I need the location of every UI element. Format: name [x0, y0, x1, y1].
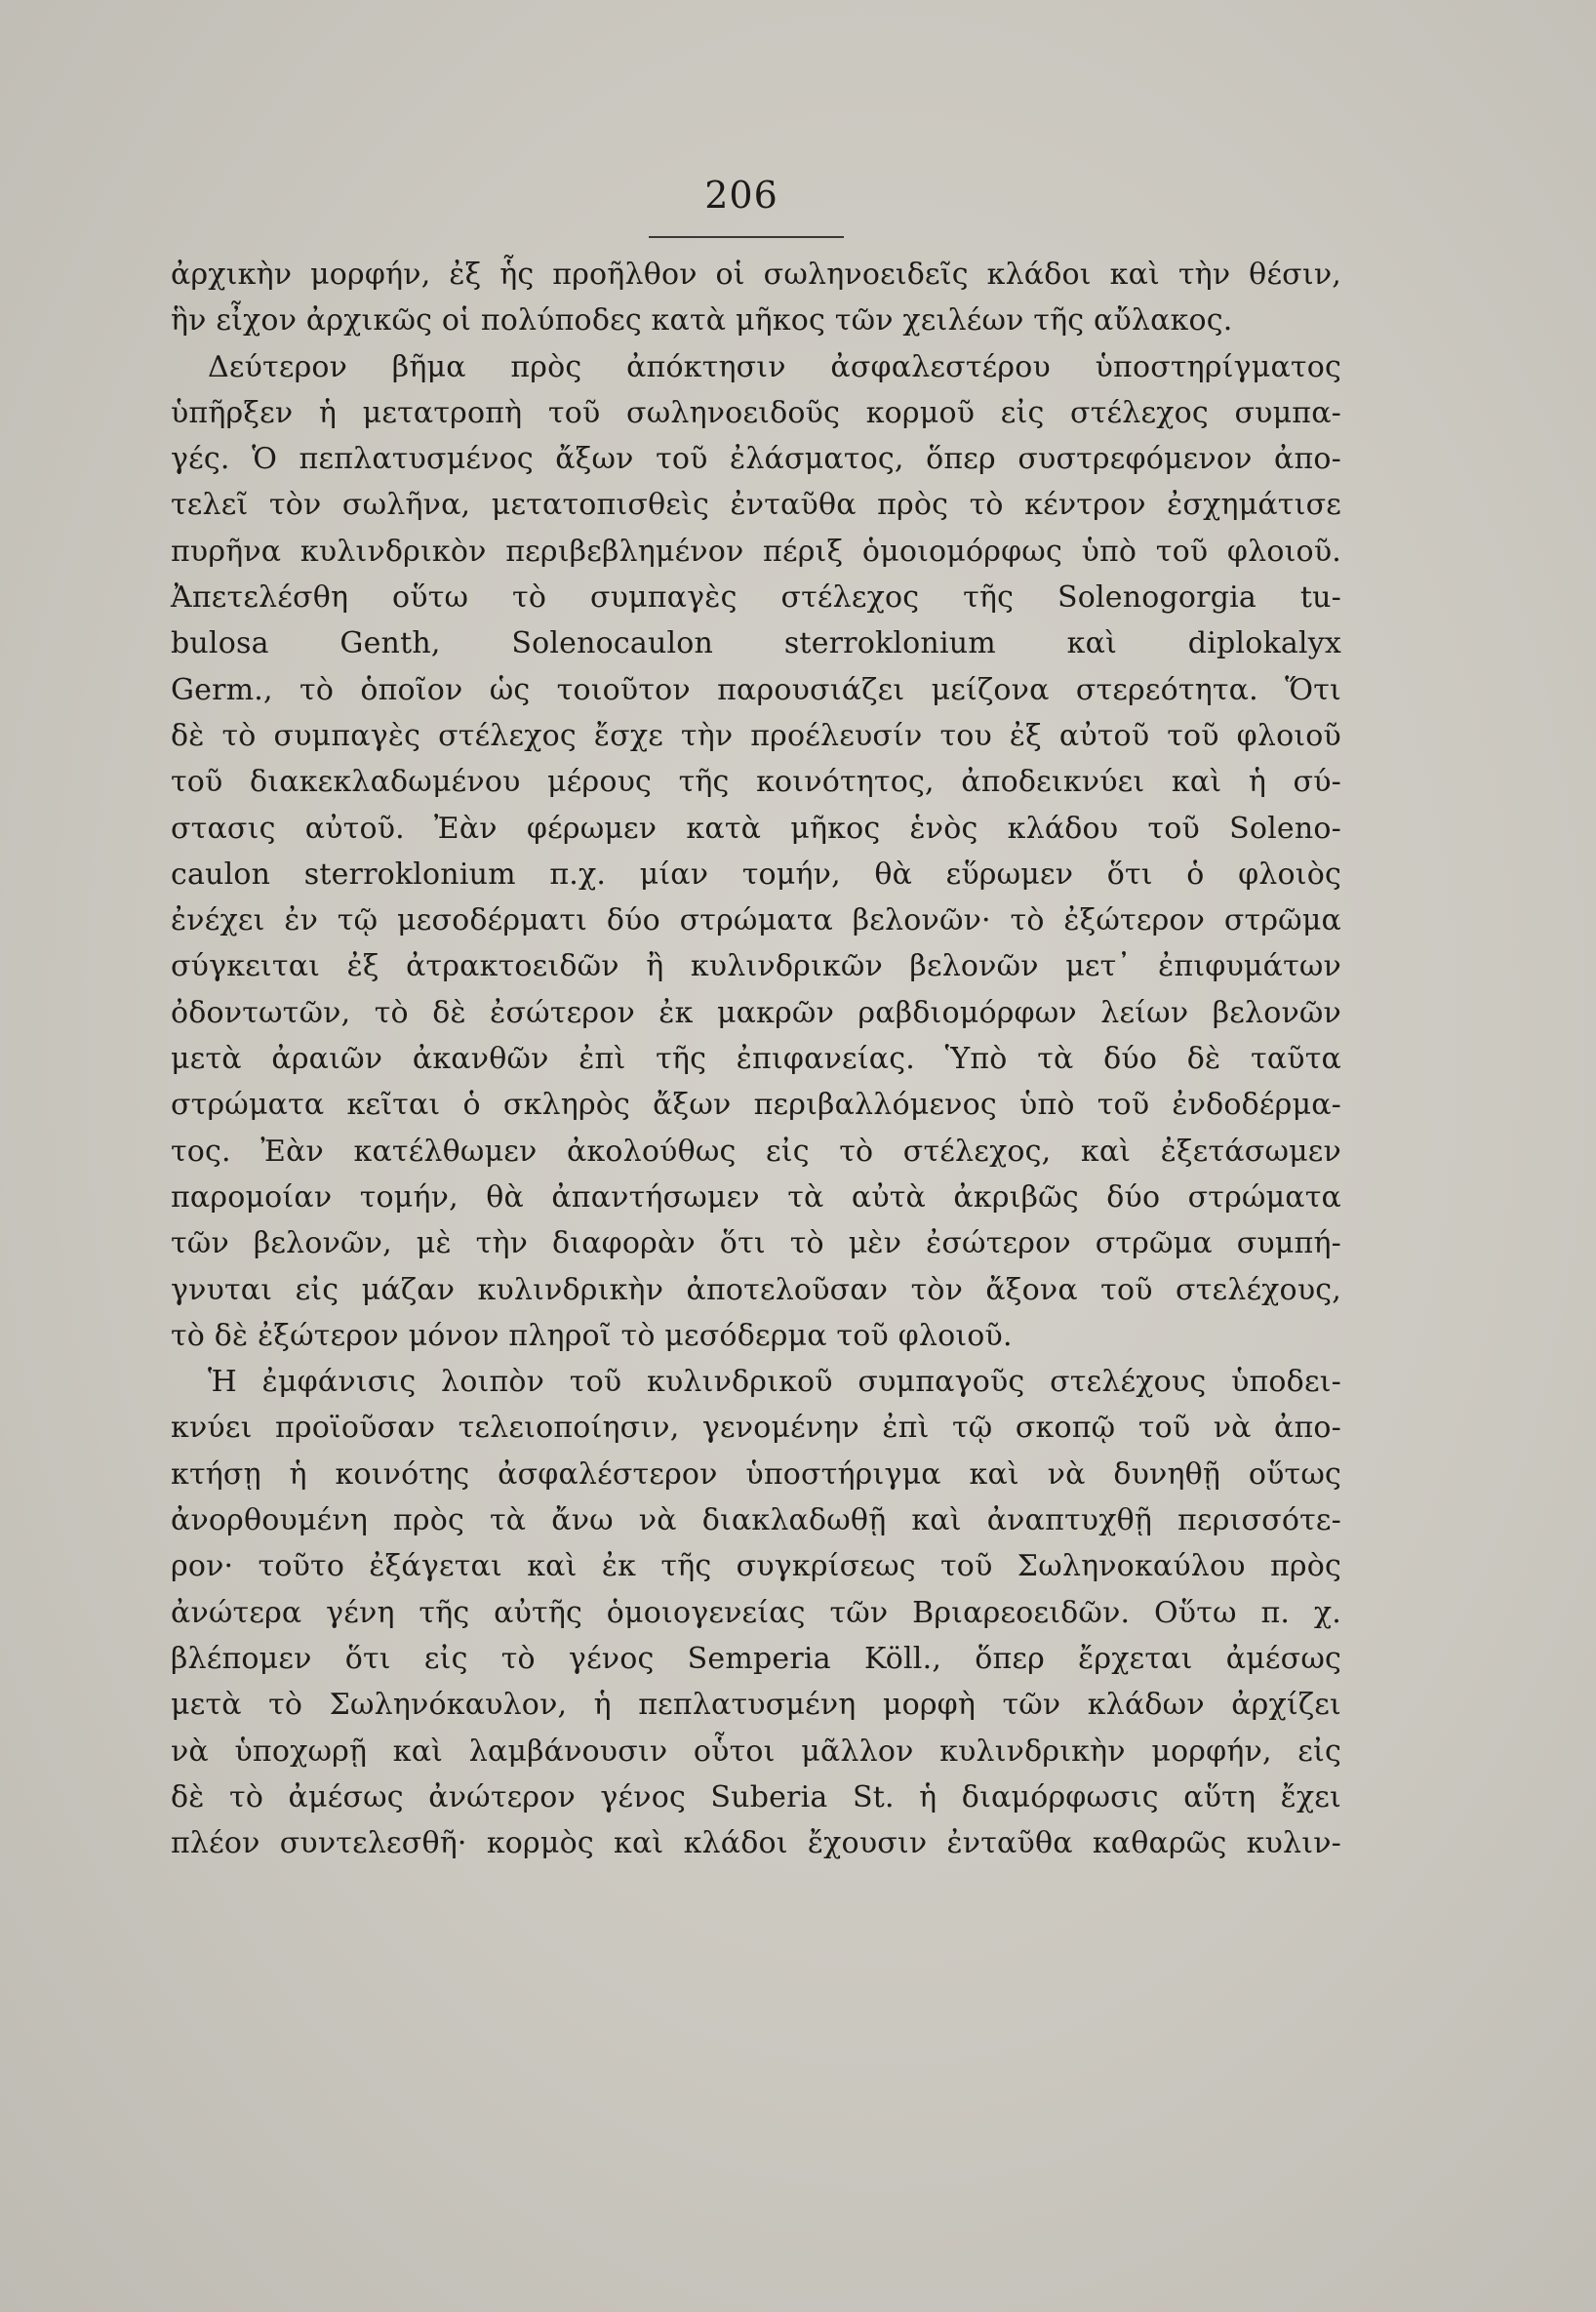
- text-line: μετὰ ἀραιῶν ἀκανθῶν ἐπὶ τῆς ἐπιφανείας. Ὑπὸ τὰ δύο δὲ ταῦτα: [171, 1042, 1341, 1077]
- text-line: βλέπομεν ὅτι εἰς τὸ γένος Semperia Köll., ὅπερ ἔρχεται ἀμέσως: [171, 1641, 1341, 1676]
- text-line: ἀνορθουμένη πρὸς τὰ ἄνω νὰ διακλαδωθῇ καὶ ἀναπτυχθῇ περισσότε-: [171, 1503, 1341, 1538]
- text-line: Ἡ ἐμφάνισις λοιπὸν τοῦ κυλινδρικοῦ συμπαγοῦς στελέχους ὑποδει-: [208, 1365, 1341, 1400]
- text-line: τος. Ἐὰν κατέλθωμεν ἀκολούθως εἰς τὸ στέλεχος, καὶ ἐξετάσωμεν: [171, 1134, 1341, 1169]
- text-line: κνύει προϊοῦσαν τελειοποίησιν, γενομένην ἐπὶ τῷ σκοπῷ τοῦ νὰ ἀπο-: [171, 1411, 1341, 1446]
- text-line: ὑπῆρξεν ἡ μετατροπὴ τοῦ σωληνοειδοῦς κορμοῦ εἰς στέλεχος συμπα-: [171, 395, 1341, 430]
- text-line: δὲ τὸ συμπαγὲς στέλεχος ἔσχε τὴν προέλευσίν του ἐξ αὐτοῦ τοῦ φλοιοῦ: [171, 718, 1341, 753]
- text-line: τοῦ διακεκλαδωμένου μέρους τῆς κοινότητος, ἀποδεικνύει καὶ ἡ σύ-: [171, 765, 1341, 800]
- text-line: νὰ ὑποχωρῇ καὶ λαμβάνουσιν οὗτοι μᾶλλον κυλινδρικὴν μορφήν, εἰς: [171, 1734, 1341, 1769]
- text-line: ὀδοντωτῶν, τὸ δὲ ἐσώτερον ἐκ μακρῶν ραβδιομόρφων λείων βελονῶν: [171, 995, 1341, 1030]
- header-rule: [649, 236, 844, 238]
- text-line: στρώματα κεῖται ὁ σκληρὸς ἄξων περιβαλλόμενος ὑπὸ τοῦ ἐνδοδέρμα-: [171, 1088, 1341, 1123]
- text-line: κτήσῃ ἡ κοινότης ἀσφαλέστερον ὑποστήριγμα καὶ νὰ δυνηθῇ οὕτως: [171, 1456, 1341, 1492]
- text-line: γές. Ὁ πεπλατυσμένος ἄξων τοῦ ἐλάσματος, ὅπερ συστρεφόμενον ἀπο-: [171, 442, 1341, 477]
- text-line: γνυται εἰς μάζαν κυλινδρικὴν ἀποτελοῦσαν τὸν ἄξονα τοῦ στελέχους,: [171, 1272, 1341, 1307]
- text-line: caulon sterroklonium π.χ. μίαν τομήν, θὰ εὕρωμεν ὅτι ὁ φλοιὸς: [171, 857, 1341, 892]
- text-line: ἀνώτερα γένη τῆς αὐτῆς ὁμοιογενείας τῶν Βριαρεοειδῶν. Οὕτω π. χ.: [171, 1595, 1341, 1630]
- text-line: ρον· τοῦτο ἐξάγεται καὶ ἐκ τῆς συγκρίσεως τοῦ Σωληνοκαύλου πρὸς: [171, 1549, 1341, 1584]
- text-line: τελεῖ τὸν σωλῆνα, μετατοπισθεὶς ἐνταῦθα πρὸς τὸ κέντρον ἐσχημάτισε: [171, 488, 1341, 523]
- text-line: πυρῆνα κυλινδρικὸν περιβεβλημένον πέριξ ὁμοιομόρφως ὑπὸ τοῦ φλοιοῦ.: [171, 534, 1341, 569]
- text-line: τῶν βελονῶν, μὲ τὴν διαφορὰν ὅτι τὸ μὲν ἐσώτερον στρῶμα συμπή-: [171, 1226, 1341, 1261]
- text-line: σύγκειται ἐξ ἀτρακτοειδῶν ἢ κυλινδρικῶν βελονῶν μετ᾽ ἐπιφυμάτων: [171, 949, 1341, 984]
- text-line: παρομοίαν τομήν, θὰ ἀπαντήσωμεν τὰ αὐτὰ ἀκριβῶς δύο στρώματα: [171, 1179, 1341, 1215]
- text-line: στασις αὐτοῦ. Ἐὰν φέρωμεν κατὰ μῆκος ἑνὸς κλάδου τοῦ Soleno-: [171, 811, 1341, 846]
- text-line: ἣν εἶχον ἀρχικῶς οἱ πολύποδες κατὰ μῆκος τῶν χειλέων τῆς αὔλακος.: [171, 303, 1233, 339]
- text-line: δὲ τὸ ἀμέσως ἀνώτερον γένος Suberia St. ἡ διαμόρφωσις αὕτη ἔχει: [171, 1779, 1341, 1814]
- page-number: 206: [704, 174, 778, 217]
- text-line: τὸ δὲ ἐξώτερον μόνον πληροῖ τὸ μεσόδερμα τοῦ φλοιοῦ.: [171, 1318, 1013, 1353]
- text-line: Germ., τὸ ὁποῖον ὡς τοιοῦτον παρουσιάζει μείζονα στερεότητα. Ὅτι: [171, 672, 1341, 707]
- text-line: Ἀπετελέσθη οὕτω τὸ συμπαγὲς στέλεχος τῆς Solenogorgia tu-: [171, 580, 1341, 616]
- text-line: ἐνέχει ἐν τῷ μεσοδέρματι δύο στρώματα βελονῶν· τὸ ἐξώτερον στρῶμα: [171, 903, 1341, 938]
- body-text: [171, 252, 1341, 1866]
- text-line: Δεύτερον βῆμα πρὸς ἀπόκτησιν ἀσφαλεστέρου ὑποστηρίγματος: [208, 349, 1341, 384]
- text-line: ἀρχικὴν μορφήν, ἐξ ἧς προῆλθον οἱ σωληνοειδεῖς κλάδοι καὶ τὴν θέσιν,: [171, 258, 1341, 292]
- text-line: bulosa Genth, Solenocaulon sterroklonium καὶ diplokalyx: [171, 626, 1341, 661]
- text-line: μετὰ τὸ Σωληνόκαυλον, ἡ πεπλατυσμένη μορφὴ τῶν κλάδων ἀρχίζει: [171, 1688, 1341, 1723]
- text-line: πλέον συντελεσθῆ· κορμὸς καὶ κλάδοι ἔχουσιν ἐνταῦθα καθαρῶς κυλιν-: [171, 1826, 1341, 1861]
